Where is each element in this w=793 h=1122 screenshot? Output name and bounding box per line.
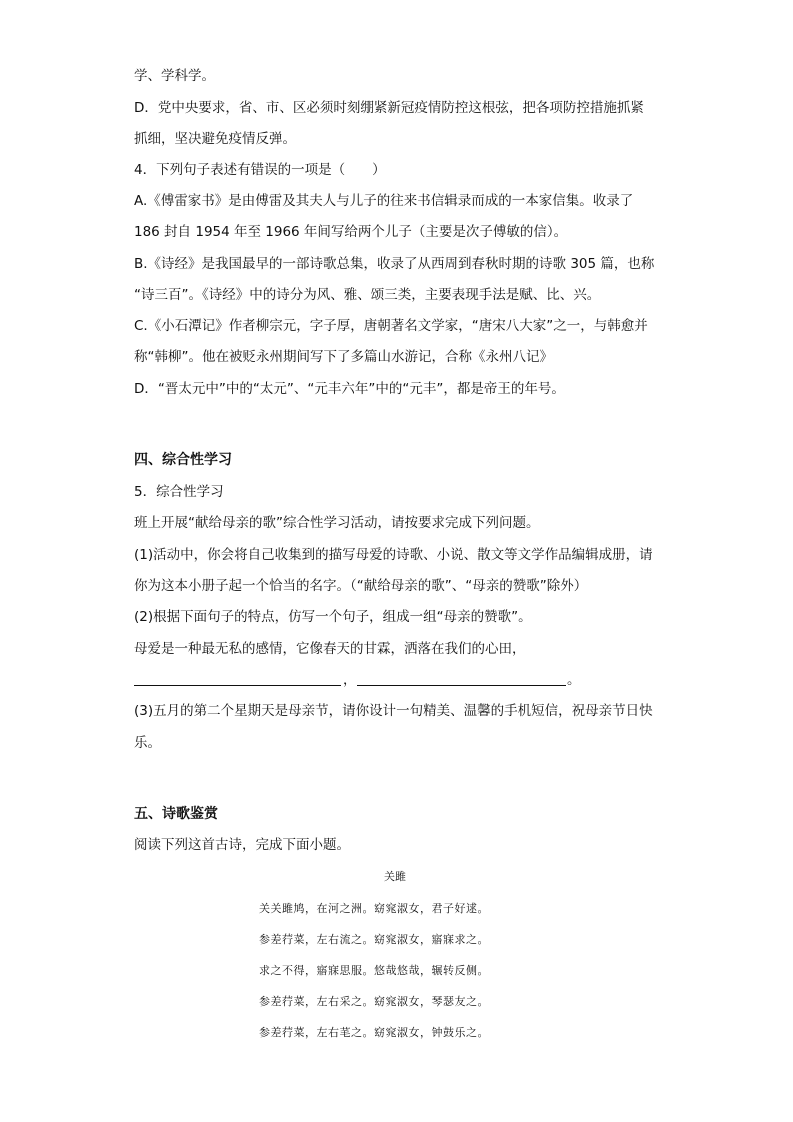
question-5-part2: (2)根据下面句子的特点，仿写一个句子，组成一组“母亲的赞歌”。	[134, 609, 532, 625]
poem-title: 关雎	[384, 870, 406, 883]
question-4-option-a-line2: 186 封自 1954 年至 1966 年间写给两个儿子（主要是次子傅敏的信）。	[134, 224, 568, 240]
question-3-option-d-line1: D．党中央要求，省、市、区必须时刻绷紧新冠疫情防控这根弦，把各项防控措施抓紧	[134, 100, 644, 116]
answer-blank-2[interactable]	[357, 685, 566, 686]
blank-end-period: 。	[567, 672, 581, 688]
question-4-option-b-line2: “诗三百”。《诗经》中的诗分为风、雅、颂三类，主要表现手法是赋、比、兴。	[134, 287, 601, 303]
question-4-option-c-line2: 称“韩柳”。他在被贬永州期间写下了多篇山水游记，合称《永州八记》	[134, 349, 553, 365]
question-5-stem: 5．综合性学习	[134, 484, 224, 500]
poem-line: 参差荇菜，左右采之。窈窕淑女，琴瑟友之。	[259, 995, 489, 1008]
section-5-heading: 五、诗歌鉴赏	[134, 806, 218, 822]
section-5-intro: 阅读下列这首古诗，完成下面小题。	[134, 837, 350, 853]
question-4-option-a-line1: A.《傅雷家书》是由傅雷及其夫人与儿子的往来书信辑录而成的一本家信集。收录了	[134, 193, 634, 209]
poem-line: 参差荇菜，左右流之。窈窕淑女，寤寐求之。	[259, 933, 489, 946]
poem-line: 关关雎鸠，在河之洲。窈窕淑女，君子好逑。	[259, 902, 489, 915]
question-3-continuation: 学、学科学。	[134, 68, 215, 84]
question-5-intro: 班上开展“献给母亲的歌”综合性学习活动，请按要求完成下列问题。	[134, 515, 540, 531]
question-4-option-b-line1: B.《诗经》是我国最早的一部诗歌总集，收录了从西周到春秋时期的诗歌 305 篇，也称	[134, 256, 655, 272]
question-3-option-d-line2: 抓细，坚决避免疫情反弹。	[134, 131, 296, 147]
blank-separator-comma: ，	[343, 672, 357, 688]
section-4-heading: 四、综合性学习	[134, 452, 232, 468]
question-4-option-d: D．“晋太元中”中的“太元”、“元丰六年”中的“元丰”，都是帝王的年号。	[134, 381, 565, 397]
question-5-part3-line1: (3)五月的第二个星期天是母亲节，请你设计一句精美、温馨的手机短信，祝母亲节日快	[134, 703, 653, 719]
question-4-option-c-line1: C.《小石潭记》作者柳宗元，字子厚，唐朝著名文学家，“唐宋八大家”之一，与韩愈并	[134, 318, 648, 334]
question-5-part1-line2: 你为这本小册子起一个恰当的名字。（“献给母亲的歌”、“母亲的赞歌”除外）	[134, 578, 588, 594]
answer-blank-1[interactable]	[134, 685, 341, 686]
poem-line: 参差荇菜，左右芼之。窈窕淑女，钟鼓乐之。	[259, 1026, 489, 1039]
question-5-example-sentence: 母爱是一种最无私的感情，它像春天的甘霖，洒落在我们的心田，	[134, 641, 526, 657]
poem-line: 求之不得，寤寐思服。悠哉悠哉，辗转反侧。	[259, 964, 489, 977]
question-4-stem: 4．下列句子表述有错误的一项是（ ）	[134, 162, 386, 178]
question-5-part3-line2: 乐。	[134, 735, 161, 751]
question-5-part1-line1: (1)活动中，你会将自己收集到的描写母爱的诗歌、小说、散文等文学作品编辑成册，请	[134, 547, 653, 563]
